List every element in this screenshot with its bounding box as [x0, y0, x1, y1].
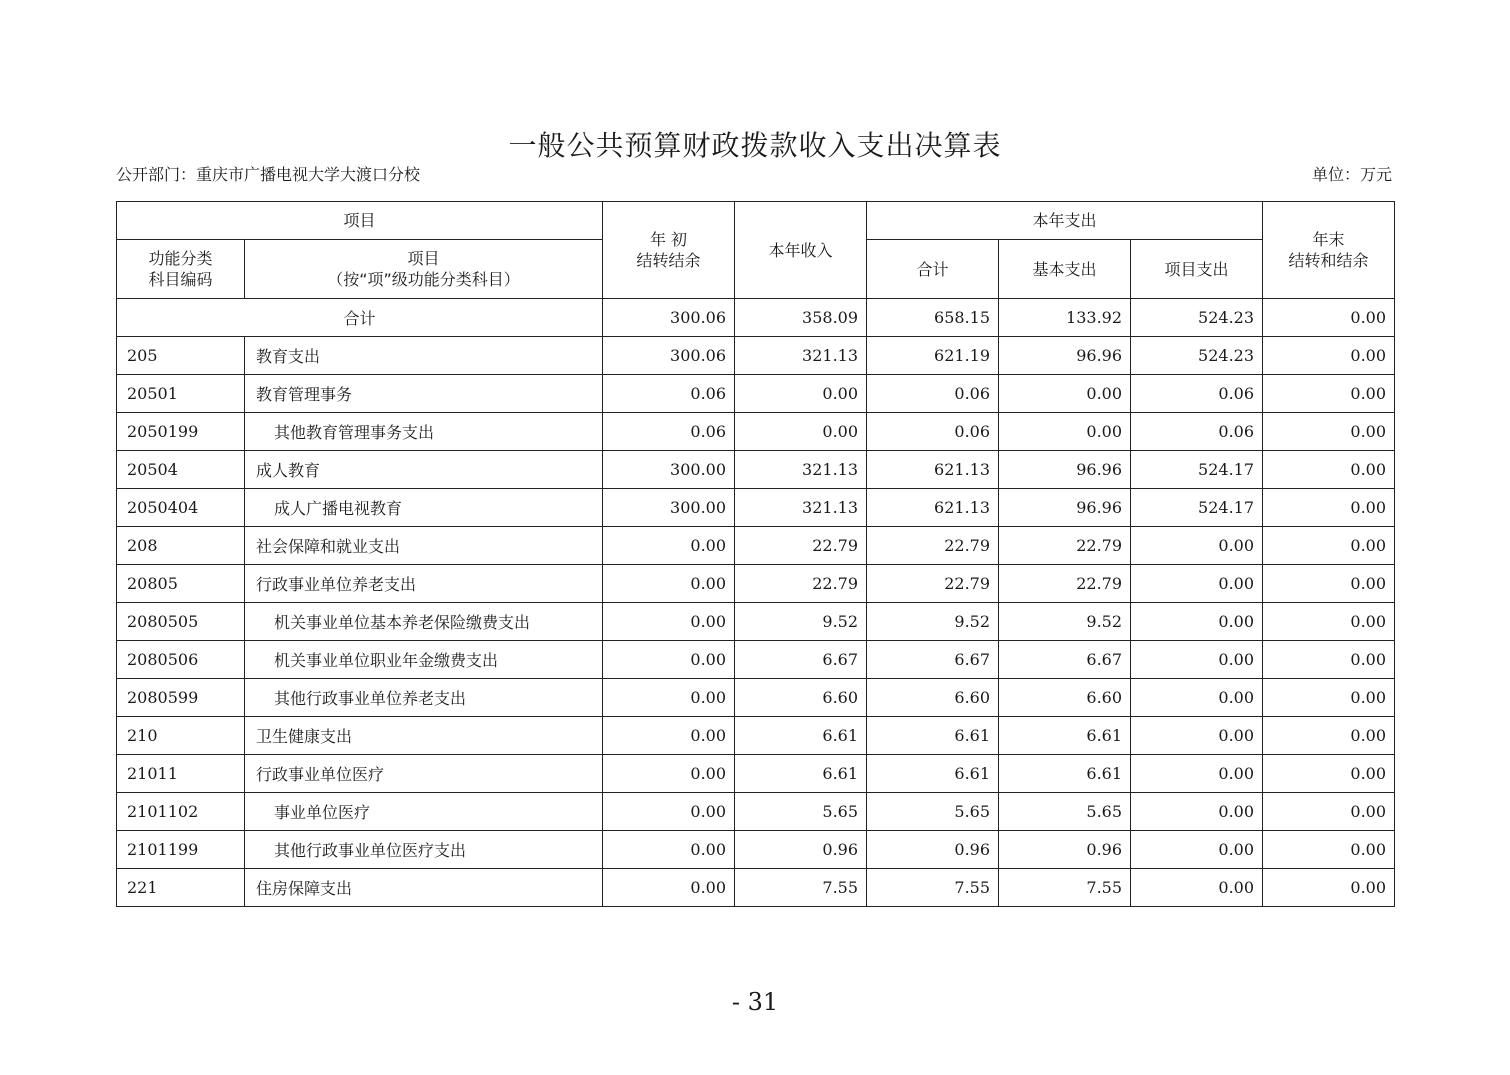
header-project-group: 项目 [117, 202, 603, 240]
cell-name: 成人教育 [245, 451, 603, 489]
cell-exp-basic: 7.55 [999, 869, 1131, 907]
cell-exp-basic: 6.60 [999, 679, 1131, 717]
cell-income: 5.65 [735, 793, 867, 831]
cell-end: 0.00 [1263, 489, 1395, 527]
cell-begin: 0.00 [603, 793, 735, 831]
cell-exp-project: 0.00 [1131, 641, 1263, 679]
page-title: 一般公共预算财政拨款收入支出决算表 [508, 129, 1002, 162]
cell-exp-total: 0.06 [867, 413, 999, 451]
cell-income: 6.61 [735, 755, 867, 793]
cell-income: 22.79 [735, 565, 867, 603]
header-end-line1: 年末 [1312, 230, 1345, 249]
cell-end: 0.00 [1263, 679, 1395, 717]
cell-code: 205 [117, 337, 245, 375]
cell-begin: 0.00 [603, 641, 735, 679]
cell-code: 221 [117, 869, 245, 907]
cell-code: 2080599 [117, 679, 245, 717]
cell-name: 卫生健康支出 [245, 717, 603, 755]
cell-exp-total: 0.96 [867, 831, 999, 869]
cell-code: 2050404 [117, 489, 245, 527]
cell-end: 0.00 [1263, 451, 1395, 489]
cell-name: 教育支出 [245, 337, 603, 375]
cell-code: 208 [117, 527, 245, 565]
cell-name: 其他行政事业单位医疗支出 [245, 831, 603, 869]
cell-exp-project: 0.00 [1131, 869, 1263, 907]
cell-name: 其他教育管理事务支出 [245, 413, 603, 451]
cell-exp-project: 0.06 [1131, 375, 1263, 413]
cell-exp-total: 22.79 [867, 565, 999, 603]
cell-income: 321.13 [735, 489, 867, 527]
total-begin: 300.06 [603, 299, 735, 337]
table-row [117, 413, 1395, 451]
cell-exp-total: 621.13 [867, 489, 999, 527]
cell-end: 0.00 [1263, 527, 1395, 565]
cell-exp-basic: 96.96 [999, 489, 1131, 527]
cell-begin: 0.00 [603, 679, 735, 717]
table-row [117, 489, 1395, 527]
cell-income: 22.79 [735, 527, 867, 565]
cell-begin: 300.06 [603, 337, 735, 375]
table-header [117, 202, 1395, 299]
cell-income: 6.60 [735, 679, 867, 717]
cell-code: 2050199 [117, 413, 245, 451]
cell-exp-basic: 5.65 [999, 793, 1131, 831]
header-exp-basic: 基本支出 [999, 240, 1131, 299]
cell-begin: 0.00 [603, 831, 735, 869]
cell-code: 2080506 [117, 641, 245, 679]
table-row [117, 717, 1395, 755]
cell-exp-total: 9.52 [867, 603, 999, 641]
header-func-code-line2: 科目编码 [148, 270, 213, 289]
cell-name: 住房保障支出 [245, 869, 603, 907]
cell-name: 机关事业单位职业年金缴费支出 [245, 641, 603, 679]
cell-code: 20504 [117, 451, 245, 489]
header-func-code [117, 240, 245, 299]
cell-end: 0.00 [1263, 755, 1395, 793]
cell-end: 0.00 [1263, 565, 1395, 603]
table-row [117, 831, 1395, 869]
table-row [117, 375, 1395, 413]
total-row [117, 299, 1395, 337]
cell-exp-total: 5.65 [867, 793, 999, 831]
header-item-line1: 项目 [407, 249, 440, 268]
cell-name: 机关事业单位基本养老保险缴费支出 [245, 603, 603, 641]
header-begin-line1: 年 初 [649, 230, 688, 249]
table-row [117, 755, 1395, 793]
cell-code: 2080505 [117, 603, 245, 641]
cell-exp-basic: 6.61 [999, 717, 1131, 755]
cell-exp-total: 22.79 [867, 527, 999, 565]
cell-code: 20805 [117, 565, 245, 603]
cell-exp-project: 0.00 [1131, 527, 1263, 565]
cell-exp-basic: 0.00 [999, 413, 1131, 451]
cell-end: 0.00 [1263, 641, 1395, 679]
cell-begin: 300.00 [603, 451, 735, 489]
table-row [117, 679, 1395, 717]
cell-income: 6.67 [735, 641, 867, 679]
cell-end: 0.00 [1263, 717, 1395, 755]
cell-begin: 0.00 [603, 527, 735, 565]
header-end-balance [1263, 202, 1395, 299]
total-income: 358.09 [735, 299, 867, 337]
cell-exp-basic: 96.96 [999, 451, 1131, 489]
page-number: - 31 [731, 988, 779, 1016]
cell-income: 0.00 [735, 375, 867, 413]
cell-exp-total: 7.55 [867, 869, 999, 907]
cell-end: 0.00 [1263, 831, 1395, 869]
cell-exp-project: 0.00 [1131, 755, 1263, 793]
cell-exp-basic: 6.61 [999, 755, 1131, 793]
table-row [117, 451, 1395, 489]
header-func-code-line1: 功能分类 [148, 249, 213, 268]
table-row [117, 565, 1395, 603]
cell-name: 其他行政事业单位养老支出 [245, 679, 603, 717]
cell-exp-basic: 22.79 [999, 565, 1131, 603]
cell-exp-project: 524.23 [1131, 337, 1263, 375]
cell-name: 社会保障和就业支出 [245, 527, 603, 565]
table-row [117, 603, 1395, 641]
cell-exp-total: 6.61 [867, 717, 999, 755]
total-label: 合计 [117, 299, 603, 337]
cell-exp-project: 524.17 [1131, 489, 1263, 527]
table-row [117, 527, 1395, 565]
cell-begin: 0.00 [603, 717, 735, 755]
cell-begin: 0.00 [603, 755, 735, 793]
cell-exp-project: 0.00 [1131, 793, 1263, 831]
cell-code: 20501 [117, 375, 245, 413]
cell-exp-total: 621.13 [867, 451, 999, 489]
table-body [117, 299, 1395, 907]
cell-income: 321.13 [735, 451, 867, 489]
total-exp-total: 658.15 [867, 299, 999, 337]
cell-income: 9.52 [735, 603, 867, 641]
table-row [117, 869, 1395, 907]
cell-exp-project: 0.00 [1131, 565, 1263, 603]
header-exp-total: 合计 [867, 240, 999, 299]
cell-begin: 0.00 [603, 603, 735, 641]
cell-exp-basic: 6.67 [999, 641, 1131, 679]
cell-begin: 300.00 [603, 489, 735, 527]
cell-code: 2101102 [117, 793, 245, 831]
cell-code: 210 [117, 717, 245, 755]
cell-exp-basic: 9.52 [999, 603, 1131, 641]
cell-name: 行政事业单位养老支出 [245, 565, 603, 603]
cell-end: 0.00 [1263, 337, 1395, 375]
header-item [245, 240, 603, 299]
cell-end: 0.00 [1263, 413, 1395, 451]
cell-begin: 0.06 [603, 413, 735, 451]
header-expense-group: 本年支出 [867, 202, 1263, 240]
cell-end: 0.00 [1263, 793, 1395, 831]
table-row [117, 793, 1395, 831]
cell-income: 6.61 [735, 717, 867, 755]
cell-end: 0.00 [1263, 869, 1395, 907]
header-income: 本年收入 [735, 202, 867, 299]
cell-end: 0.00 [1263, 375, 1395, 413]
total-exp-project: 524.23 [1131, 299, 1263, 337]
cell-name: 行政事业单位医疗 [245, 755, 603, 793]
cell-exp-basic: 96.96 [999, 337, 1131, 375]
cell-exp-basic: 0.00 [999, 375, 1131, 413]
cell-exp-basic: 22.79 [999, 527, 1131, 565]
cell-begin: 0.00 [603, 565, 735, 603]
cell-exp-project: 0.00 [1131, 603, 1263, 641]
unit-label: 单位：万元 [1311, 165, 1392, 184]
table-row [117, 641, 1395, 679]
cell-exp-basic: 0.96 [999, 831, 1131, 869]
cell-exp-total: 621.19 [867, 337, 999, 375]
cell-code: 21011 [117, 755, 245, 793]
cell-exp-total: 6.67 [867, 641, 999, 679]
cell-name: 事业单位医疗 [245, 793, 603, 831]
cell-end: 0.00 [1263, 603, 1395, 641]
budget-table [116, 201, 1395, 907]
cell-begin: 0.06 [603, 375, 735, 413]
cell-name: 成人广播电视教育 [245, 489, 603, 527]
cell-exp-project: 0.06 [1131, 413, 1263, 451]
total-end: 0.00 [1263, 299, 1395, 337]
table-row [117, 337, 1395, 375]
header-begin-balance [603, 202, 735, 299]
total-exp-basic: 133.92 [999, 299, 1131, 337]
cell-income: 0.00 [735, 413, 867, 451]
cell-exp-total: 6.60 [867, 679, 999, 717]
cell-code: 2101199 [117, 831, 245, 869]
cell-exp-project: 0.00 [1131, 717, 1263, 755]
cell-exp-project: 524.17 [1131, 451, 1263, 489]
cell-begin: 0.00 [603, 869, 735, 907]
cell-name: 教育管理事务 [245, 375, 603, 413]
header-exp-project: 项目支出 [1131, 240, 1263, 299]
header-begin-line2: 结转结余 [636, 251, 701, 270]
header-end-line2: 结转和结余 [1288, 251, 1369, 270]
cell-exp-project: 0.00 [1131, 679, 1263, 717]
cell-income: 321.13 [735, 337, 867, 375]
header-item-line2: （按“项”级功能分类科目） [327, 270, 520, 289]
cell-exp-total: 0.06 [867, 375, 999, 413]
cell-exp-total: 6.61 [867, 755, 999, 793]
cell-income: 7.55 [735, 869, 867, 907]
cell-income: 0.96 [735, 831, 867, 869]
department-label: 公开部门：重庆市广播电视大学大渡口分校 [116, 165, 421, 184]
cell-exp-project: 0.00 [1131, 831, 1263, 869]
